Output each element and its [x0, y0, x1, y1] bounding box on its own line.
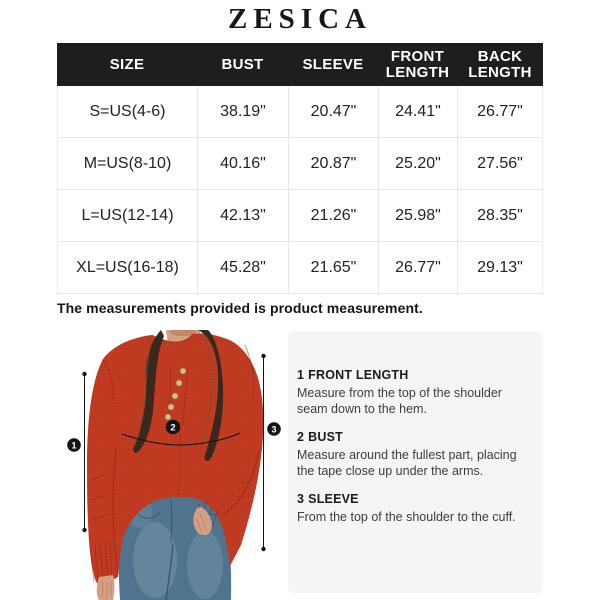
guide-description: From the top of the shoulder to the cuff. — [297, 510, 516, 524]
model-illustration — [40, 330, 300, 600]
guide-description: Measure around the fullest part, placing the tape close up under the arms. — [297, 448, 517, 478]
guide-description: Measure from the top of the shoulder seam down to the hem. — [297, 386, 502, 416]
size-table-body — [57, 86, 543, 294]
cell-size: S=US(4-6) — [89, 102, 166, 120]
cell-bust: 42.13" — [197, 190, 288, 241]
header-bust: BUST — [221, 55, 264, 73]
svg-text:3: 3 — [271, 424, 277, 435]
guide-heading — [297, 430, 533, 444]
cell-front-length: 26.77" — [378, 242, 457, 293]
table-row-xl — [58, 242, 542, 294]
cell-size: M=US(8-10) — [83, 154, 172, 172]
callout-1-badge — [67, 438, 81, 452]
table-row-m — [58, 138, 542, 190]
cell-back-length: 26.77" — [457, 86, 542, 137]
cell-front-length: 25.20" — [378, 138, 457, 189]
cell-back-length: 28.35" — [457, 190, 542, 241]
cell-size: XL=US(16-18) — [76, 258, 179, 276]
guide-heading — [297, 368, 533, 382]
cell-front-length: 24.41" — [378, 86, 457, 137]
cell-sleeve: 21.26" — [288, 190, 378, 241]
guide-title: FRONT LENGTH — [308, 368, 409, 382]
table-row-l — [58, 190, 542, 242]
cell-bust: 45.28" — [197, 242, 288, 293]
sleeve-measure-line — [261, 354, 265, 551]
model-photo — [40, 330, 300, 600]
svg-text:2: 2 — [170, 422, 176, 434]
size-table-header-row — [57, 43, 543, 86]
front-length-measure-line — [82, 372, 86, 532]
guide-number: 2 — [297, 430, 305, 444]
guide-item-sleeve — [297, 492, 533, 526]
measurement-note: The measurements provided is product measurement. — [57, 300, 423, 316]
header-size: SIZE — [109, 55, 145, 73]
header-front-length: FRONT LENGTH — [385, 47, 450, 81]
cell-size: L=US(12-14) — [81, 206, 174, 224]
guide-item-front-length — [297, 368, 533, 417]
svg-text:1: 1 — [71, 440, 77, 451]
size-table — [57, 43, 543, 294]
callout-3-badge — [267, 422, 281, 436]
callout-2-badge — [166, 420, 180, 434]
measure-guide — [288, 331, 543, 526]
cell-bust: 40.16" — [197, 138, 288, 189]
cell-sleeve: 20.47" — [288, 86, 378, 137]
cell-back-length: 29.13" — [457, 242, 542, 293]
header-sleeve: SLEEVE — [302, 55, 364, 73]
cell-front-length: 25.98" — [378, 190, 457, 241]
guide-number: 1 — [297, 368, 305, 382]
cell-back-length: 27.56" — [457, 138, 542, 189]
brand-logo: ZESICA — [228, 3, 372, 35]
cell-bust: 38.19" — [197, 86, 288, 137]
table-row-s — [58, 86, 542, 138]
guide-number: 3 — [297, 492, 305, 506]
guide-title: BUST — [308, 430, 343, 444]
header-back-length: BACK LENGTH — [468, 47, 532, 81]
cell-sleeve: 21.65" — [288, 242, 378, 293]
guide-heading — [297, 492, 533, 506]
guide-title: SLEEVE — [308, 492, 359, 506]
measure-guide-panel — [288, 331, 543, 593]
guide-item-bust — [297, 430, 533, 479]
cell-sleeve: 20.87" — [288, 138, 378, 189]
